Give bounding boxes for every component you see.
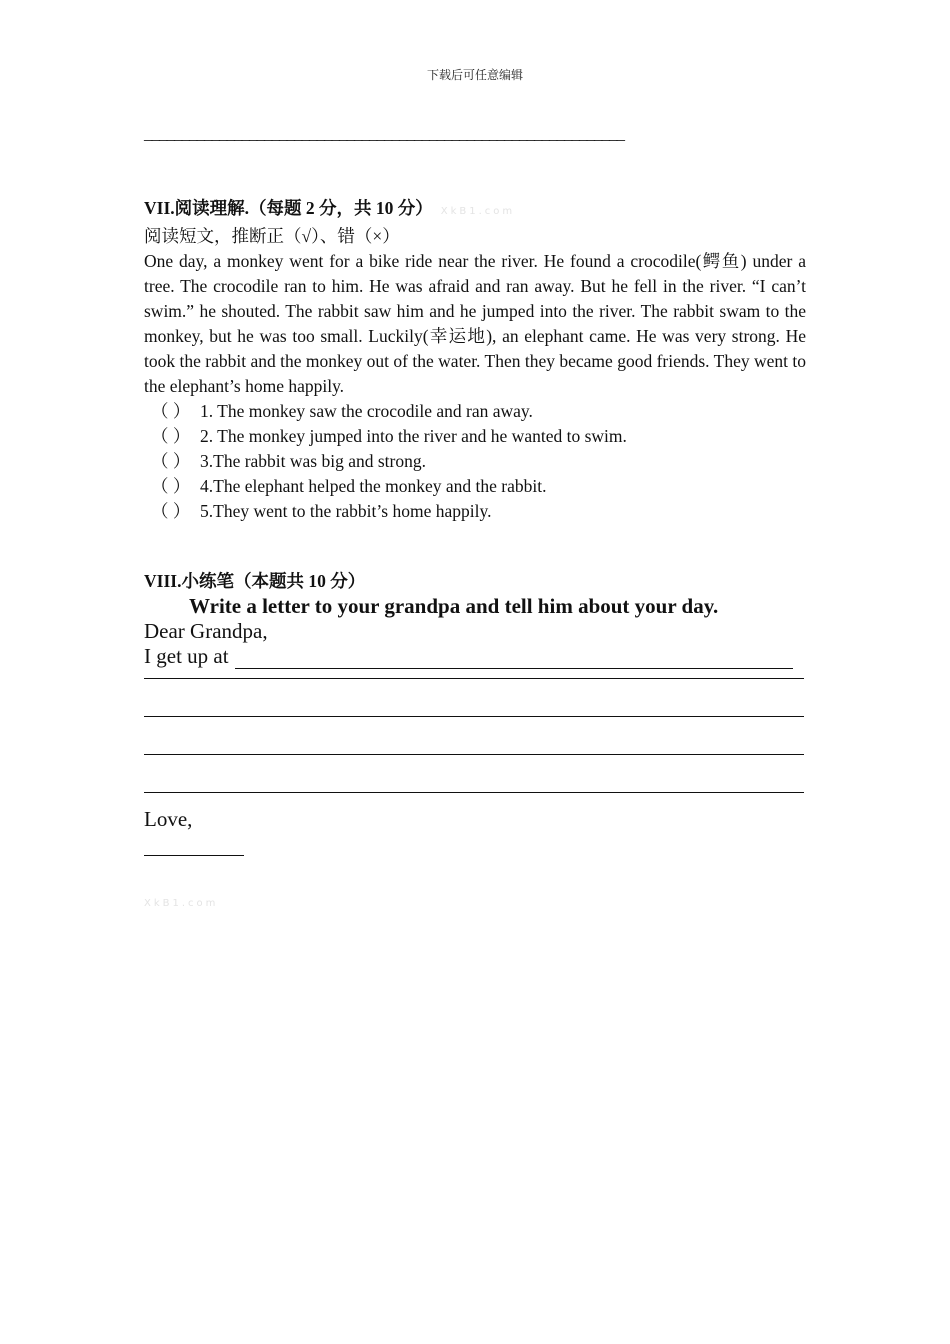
- question-item-2: [144, 424, 806, 449]
- letter-first-line: [144, 644, 806, 669]
- watermark-text: XkB1.com: [440, 206, 516, 217]
- writing-section: [144, 569, 806, 856]
- writing-line-4[interactable]: [144, 792, 804, 793]
- question-text: 2. The monkey jumped into the river and he wanted to swim.: [200, 426, 627, 446]
- answer-blank[interactable]: （ ）: [151, 426, 191, 446]
- question-text: 1. The monkey saw the crocodile and ran away.: [200, 401, 533, 421]
- reading-instruction: 阅读短文，推断正（√）、错（×）: [144, 226, 400, 246]
- question-item-3: [144, 449, 806, 474]
- answer-rule-top: ________________________________________________________________: [144, 124, 624, 143]
- writing-line-2[interactable]: [144, 716, 804, 717]
- question-item-5: [144, 499, 806, 524]
- reading-section: [144, 196, 806, 524]
- letter-closing: Love,: [144, 807, 193, 831]
- question-item-1: [144, 399, 806, 424]
- writing-blank-inline[interactable]: [235, 648, 793, 669]
- writing-prompt: Write a letter to your grandpa and tell him about your day.: [189, 594, 719, 618]
- reading-title-text: VII.阅读理解.（每题 2 分，共 10 分）: [144, 198, 433, 218]
- answer-blank[interactable]: （ ）: [151, 401, 191, 421]
- writing-line-3[interactable]: [144, 754, 804, 755]
- answer-blank[interactable]: （ ）: [151, 476, 191, 496]
- reading-section-title: [144, 196, 806, 224]
- writing-section-title: VIII.小练笔（本题共 10 分）: [144, 571, 366, 591]
- page-header: 下载后可任意编辑: [426, 68, 523, 82]
- writing-line-1[interactable]: [144, 678, 804, 679]
- signature-line[interactable]: [144, 855, 244, 856]
- question-text: 3.The rabbit was big and strong.: [200, 451, 426, 471]
- letter-salutation: Dear Grandpa,: [144, 619, 268, 643]
- reading-passage: One day, a monkey went for a bike ride near the river. He found a crocodile(鳄鱼) under a tree. The crocodile ran to him. He was afraid and ran away. But he fell in the river. “I can’t swim.” he shouted. The rabbit saw him and he jumped into the river. The rabbit swam to the monkey, but he was too small. Luckily(幸运地), an elephant came. He was very strong. He took the rabbit and the monkey out of the water. Then they became good friends. They went to the elephant’s home happily.: [144, 251, 806, 396]
- question-item-4: [144, 474, 806, 499]
- answer-blank[interactable]: （ ）: [151, 451, 191, 471]
- question-text: 4.The elephant helped the monkey and the rabbit.: [200, 476, 547, 496]
- question-text: 5.They went to the rabbit’s home happily.: [200, 501, 492, 521]
- answer-blank[interactable]: （ ）: [151, 501, 191, 521]
- letter-first-line-text: I get up at: [144, 644, 229, 668]
- footer-watermark: XkB1.com: [144, 898, 219, 909]
